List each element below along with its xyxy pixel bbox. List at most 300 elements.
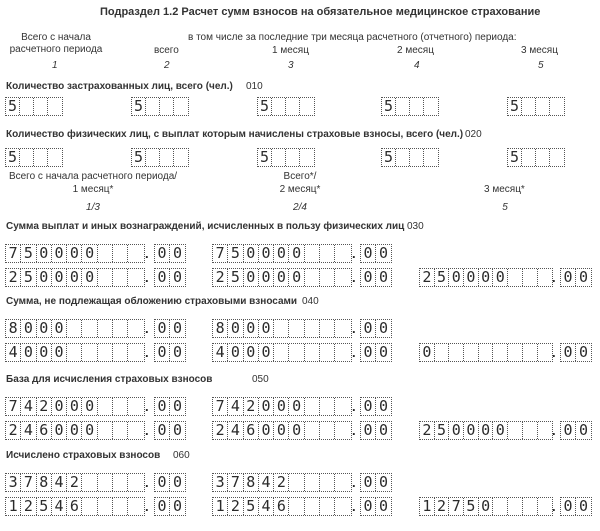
digit-cell [82, 498, 97, 515]
digit-cell: 2 [420, 269, 435, 286]
row-010-col2-field[interactable] [131, 97, 189, 116]
digit-cell: 4 [259, 474, 274, 491]
digit-cell: 0 [244, 344, 259, 361]
digit-cell: 0 [172, 319, 183, 337]
amount-decimal-field[interactable] [360, 319, 392, 338]
decimal-separator: . [145, 499, 149, 514]
digit-cell: 3 [6, 474, 21, 491]
digit-cell: 0 [155, 344, 170, 361]
digit-cell: 0 [67, 269, 82, 286]
row-010-label: Количество застрахованных лиц, всего (чел.) [6, 81, 233, 92]
header-col1-line2: расчетного периода [9, 44, 103, 55]
digit-cell: 0 [361, 269, 376, 286]
digit-cell: 0 [67, 245, 82, 262]
digit-cell [320, 245, 335, 262]
row-010-col5-field[interactable] [507, 97, 565, 116]
digit-cell [113, 320, 128, 337]
digit-cell: 0 [464, 422, 479, 439]
decimal-separator: . [352, 499, 356, 514]
digit-cell [335, 269, 350, 286]
digit-cell: 0 [67, 398, 82, 415]
digit-cell: 0 [155, 245, 170, 262]
digit-cell [82, 320, 97, 337]
digit-cell: 0 [578, 268, 589, 286]
digit-cell: 0 [52, 344, 67, 361]
digit-cell: 0 [82, 269, 97, 286]
digit-cell: 5 [464, 498, 479, 515]
digit-cell: 0 [361, 474, 376, 491]
digit-cell: 0 [289, 398, 304, 415]
digit-cell: 0 [52, 398, 67, 415]
digit-cell: 0 [274, 422, 289, 439]
digit-cell [67, 344, 82, 361]
digit-cell: 0 [361, 398, 376, 415]
header-col2: всего [154, 45, 179, 56]
amount-integer-field[interactable] [212, 268, 352, 287]
digit-cell: 0 [420, 344, 435, 361]
amount-integer-field[interactable] [5, 497, 145, 516]
decimal-separator: . [552, 270, 556, 285]
digit-cell [508, 498, 523, 515]
digit-cell: 0 [378, 421, 389, 439]
digit-cell: 5 [508, 98, 522, 115]
digit-cell [128, 320, 143, 337]
digit-cell [508, 422, 523, 439]
digit-cell: 0 [82, 422, 97, 439]
row-020-label: Количество физических лиц, с выплат которым начислены страховые взносы, всего (чел.) [6, 129, 464, 140]
digit-cell: 0 [244, 245, 259, 262]
digit-cell: 5 [244, 498, 259, 515]
amount-decimal-field[interactable] [360, 268, 392, 287]
digit-cell: 8 [244, 474, 259, 491]
digit-cell: 5 [228, 269, 243, 286]
digit-cell: 7 [21, 474, 36, 491]
amount-integer-field[interactable] [212, 244, 352, 263]
digit-cell [493, 344, 508, 361]
column-number-3: 3 [288, 60, 294, 71]
digit-cell: 2 [244, 398, 259, 415]
amount-decimal-field[interactable] [560, 343, 592, 362]
column-number-4: 4 [414, 60, 420, 71]
digit-cell: 2 [213, 422, 228, 439]
digit-cell: 0 [82, 398, 97, 415]
digit-cell: 0 [155, 474, 170, 491]
digit-cell: 0 [37, 320, 52, 337]
row-020-col3-field[interactable] [257, 148, 315, 167]
amount-decimal-field[interactable] [154, 244, 186, 263]
column-number-5: 5 [538, 60, 544, 71]
header-intro: в том числе за последние три месяца расчетного (отчетного) периода: [188, 32, 517, 43]
decimal-separator: . [352, 399, 356, 414]
digit-cell: 2 [435, 498, 450, 515]
digit-cell: 0 [82, 245, 97, 262]
digit-cell [113, 498, 128, 515]
decimal-separator: . [552, 499, 556, 514]
amount-integer-field[interactable] [5, 473, 145, 492]
digit-cell [98, 320, 113, 337]
digit-cell: 0 [361, 422, 376, 439]
header-col1-line1: Всего с начала [21, 32, 91, 43]
subheader-number-2: 2/4 [293, 202, 307, 213]
digit-cell: 4 [228, 398, 243, 415]
digit-cell: 8 [6, 320, 21, 337]
digit-cell: 4 [21, 398, 36, 415]
digit-cell: 5 [258, 149, 272, 166]
amount-decimal-field[interactable] [360, 473, 392, 492]
digit-cell: 0 [172, 268, 183, 286]
digit-cell [320, 269, 335, 286]
digit-cell: 0 [561, 498, 576, 515]
digit-cell: 0 [464, 269, 479, 286]
digit-cell: 4 [213, 344, 228, 361]
digit-cell [274, 320, 289, 337]
digit-cell: 2 [37, 398, 52, 415]
digit-cell: 2 [228, 498, 243, 515]
amount-decimal-field[interactable] [560, 497, 592, 516]
amount-integer-field[interactable] [212, 421, 352, 440]
page-title: Подраздел 1.2 Расчет сумм взносов на обязательное медицинское страхование [100, 6, 541, 18]
digit-cell: 7 [213, 398, 228, 415]
digit-cell [508, 269, 523, 286]
digit-cell: 0 [244, 269, 259, 286]
row-010-col3-field[interactable] [257, 97, 315, 116]
amount-decimal-field[interactable] [154, 497, 186, 516]
decimal-separator: . [145, 475, 149, 490]
header-month3: 3 месяц [521, 45, 558, 56]
section-2-code: 050 [252, 374, 269, 385]
amount-decimal-field[interactable] [360, 421, 392, 440]
digit-cell: 0 [449, 269, 464, 286]
digit-cell [320, 398, 335, 415]
decimal-separator: . [145, 345, 149, 360]
row-020-col2-field[interactable] [131, 148, 189, 167]
digit-cell: 0 [289, 269, 304, 286]
amount-integer-field[interactable] [212, 473, 352, 492]
digit-cell: 5 [435, 269, 450, 286]
digit-cell [523, 344, 538, 361]
digit-cell: 0 [259, 320, 274, 337]
digit-cell: 0 [274, 398, 289, 415]
digit-cell [98, 422, 113, 439]
subheader-col2-line2: 2 месяц* [279, 184, 321, 195]
subheader-number-3: 5 [502, 202, 508, 213]
amount-decimal-field[interactable] [154, 319, 186, 338]
digit-cell: 0 [172, 397, 183, 415]
digit-cell: 0 [378, 244, 389, 262]
amount-integer-field[interactable] [419, 343, 553, 362]
digit-cell: 4 [52, 474, 67, 491]
decimal-separator: . [352, 246, 356, 261]
column-number-1: 1 [52, 60, 58, 71]
row-020-col1-field[interactable] [5, 148, 63, 167]
digit-cell: 5 [382, 149, 396, 166]
row-020-col4-field[interactable] [381, 148, 439, 167]
digit-cell [320, 422, 335, 439]
digit-cell: 5 [508, 149, 522, 166]
digit-cell: 5 [382, 98, 396, 115]
amount-decimal-field[interactable] [154, 421, 186, 440]
row-020-code: 020 [465, 129, 482, 140]
digit-cell [128, 474, 143, 491]
subheader-col1-line2: 1 месяц* [72, 184, 114, 195]
digit-cell: 0 [578, 343, 589, 361]
digit-cell [128, 344, 143, 361]
digit-cell: 0 [479, 422, 494, 439]
digit-cell: 0 [259, 245, 274, 262]
digit-cell: 0 [361, 245, 376, 262]
digit-cell: 0 [52, 245, 67, 262]
amount-decimal-field[interactable] [154, 397, 186, 416]
digit-cell: 7 [449, 498, 464, 515]
amount-integer-field[interactable] [5, 421, 145, 440]
digit-cell [82, 474, 97, 491]
digit-cell: 8 [37, 474, 52, 491]
column-number-2: 2 [164, 60, 170, 71]
digit-cell: 0 [155, 398, 170, 415]
digit-cell: 0 [172, 343, 183, 361]
digit-cell: 0 [274, 245, 289, 262]
digit-cell: 5 [21, 269, 36, 286]
digit-cell: 0 [244, 320, 259, 337]
decimal-separator: . [145, 399, 149, 414]
amount-integer-field[interactable] [5, 319, 145, 338]
digit-cell [335, 398, 350, 415]
section-2-label: База для исчисления страховых взносов [6, 374, 213, 385]
digit-cell [128, 245, 143, 262]
digit-cell: 7 [228, 474, 243, 491]
digit-cell [305, 474, 320, 491]
row-010-code: 010 [246, 81, 263, 92]
digit-cell: 0 [52, 422, 67, 439]
row-020-col5-field[interactable] [507, 148, 565, 167]
decimal-separator: . [552, 345, 556, 360]
digit-cell: 5 [21, 245, 36, 262]
digit-cell: 0 [578, 421, 589, 439]
digit-cell: 4 [228, 422, 243, 439]
digit-cell [523, 498, 538, 515]
digit-cell: 0 [52, 269, 67, 286]
digit-cell: 0 [172, 421, 183, 439]
digit-cell: 8 [213, 320, 228, 337]
decimal-separator: . [552, 423, 556, 438]
digit-cell: 4 [21, 422, 36, 439]
decimal-separator: . [145, 423, 149, 438]
digit-cell [67, 320, 82, 337]
digit-cell: 2 [274, 474, 289, 491]
digit-cell [305, 498, 320, 515]
digit-cell [274, 344, 289, 361]
row-010-col1-field[interactable] [5, 97, 63, 116]
decimal-separator: . [352, 475, 356, 490]
digit-cell: 0 [155, 498, 170, 515]
digit-cell: 2 [6, 422, 21, 439]
amount-integer-field[interactable] [419, 421, 553, 440]
digit-cell [289, 498, 304, 515]
digit-cell: 0 [361, 344, 376, 361]
amount-decimal-field[interactable] [360, 244, 392, 263]
amount-integer-field[interactable] [419, 497, 553, 516]
digit-cell: 2 [6, 269, 21, 286]
digit-cell [335, 320, 350, 337]
digit-cell: 1 [420, 498, 435, 515]
digit-cell: 0 [172, 244, 183, 262]
digit-cell: 0 [561, 422, 576, 439]
digit-cell: 0 [274, 269, 289, 286]
amount-integer-field[interactable] [5, 268, 145, 287]
digit-cell: 5 [6, 98, 20, 115]
digit-cell: 0 [52, 320, 67, 337]
digit-cell: 0 [21, 344, 36, 361]
digit-cell [128, 269, 143, 286]
header-month1: 1 месяц [272, 45, 309, 56]
digit-cell [98, 245, 113, 262]
digit-cell: 1 [213, 498, 228, 515]
amount-decimal-field[interactable] [360, 397, 392, 416]
amount-integer-field[interactable] [419, 268, 553, 287]
digit-cell: 5 [228, 245, 243, 262]
digit-cell: 0 [378, 343, 389, 361]
amount-decimal-field[interactable] [154, 343, 186, 362]
header-month2: 2 месяц [397, 45, 434, 56]
digit-cell: 6 [244, 422, 259, 439]
digit-cell [523, 422, 538, 439]
digit-cell [113, 422, 128, 439]
digit-cell: 0 [378, 473, 389, 491]
digit-cell [305, 320, 320, 337]
amount-decimal-field[interactable] [154, 473, 186, 492]
digit-cell: 0 [21, 320, 36, 337]
digit-cell [98, 344, 113, 361]
digit-cell: 0 [259, 269, 274, 286]
amount-integer-field[interactable] [5, 244, 145, 263]
digit-cell [493, 498, 508, 515]
digit-cell: 0 [479, 498, 494, 515]
digit-cell [538, 422, 553, 439]
amount-integer-field[interactable] [212, 343, 352, 362]
digit-cell [335, 474, 350, 491]
digit-cell [479, 344, 494, 361]
digit-cell: 0 [378, 397, 389, 415]
section-1-label: Сумма, не подлежащая обложению страховыми взносами [6, 296, 298, 307]
digit-cell: 5 [132, 149, 146, 166]
amount-decimal-field[interactable] [560, 421, 592, 440]
digit-cell: 0 [228, 344, 243, 361]
subheader-col1-line1: Всего с начала расчетного периода/ [8, 171, 178, 182]
digit-cell: 2 [213, 269, 228, 286]
digit-cell [335, 245, 350, 262]
section-0-label: Сумма выплат и иных вознаграждений, исчисленных в пользу физических лиц [6, 221, 405, 232]
section-0-code: 030 [407, 221, 424, 232]
digit-cell [98, 398, 113, 415]
decimal-separator: . [352, 321, 356, 336]
digit-cell: 7 [6, 398, 21, 415]
digit-cell: 0 [259, 422, 274, 439]
digit-cell: 7 [6, 245, 21, 262]
digit-cell: 0 [561, 269, 576, 286]
digit-cell: 5 [258, 98, 272, 115]
digit-cell: 5 [6, 149, 20, 166]
digit-cell [113, 474, 128, 491]
amount-integer-field[interactable] [5, 397, 145, 416]
digit-cell: 0 [289, 245, 304, 262]
digit-cell [113, 245, 128, 262]
amount-decimal-field[interactable] [154, 268, 186, 287]
digit-cell: 7 [213, 245, 228, 262]
digit-cell [538, 269, 553, 286]
decimal-separator: . [352, 270, 356, 285]
digit-cell: 0 [378, 497, 389, 515]
digit-cell [113, 344, 128, 361]
decimal-separator: . [145, 270, 149, 285]
digit-cell: 5 [435, 422, 450, 439]
decimal-separator: . [145, 321, 149, 336]
digit-cell: 0 [155, 422, 170, 439]
digit-cell: 0 [493, 422, 508, 439]
digit-cell: 3 [213, 474, 228, 491]
digit-cell [289, 474, 304, 491]
amount-integer-field[interactable] [212, 319, 352, 338]
digit-cell [435, 344, 450, 361]
digit-cell: 0 [172, 473, 183, 491]
digit-cell [98, 498, 113, 515]
digit-cell [320, 344, 335, 361]
digit-cell [305, 344, 320, 361]
digit-cell: 2 [67, 474, 82, 491]
digit-cell [128, 398, 143, 415]
amount-integer-field[interactable] [5, 343, 145, 362]
digit-cell [335, 344, 350, 361]
amount-decimal-field[interactable] [360, 343, 392, 362]
digit-cell: 1 [6, 498, 21, 515]
digit-cell: 0 [378, 319, 389, 337]
section-3-code: 060 [173, 450, 190, 461]
digit-cell: 2 [21, 498, 36, 515]
digit-cell [305, 398, 320, 415]
digit-cell: 0 [578, 497, 589, 515]
digit-cell [305, 269, 320, 286]
digit-cell [128, 498, 143, 515]
decimal-separator: . [352, 345, 356, 360]
subheader-col3: 3 месяц* [484, 184, 525, 195]
amount-integer-field[interactable] [212, 397, 352, 416]
digit-cell [538, 498, 553, 515]
digit-cell: 4 [52, 498, 67, 515]
digit-cell [320, 320, 335, 337]
digit-cell: 5 [37, 498, 52, 515]
amount-integer-field[interactable] [212, 497, 352, 516]
digit-cell: 5 [132, 98, 146, 115]
digit-cell: 0 [155, 320, 170, 337]
digit-cell: 0 [289, 422, 304, 439]
digit-cell: 0 [259, 344, 274, 361]
digit-cell: 6 [67, 498, 82, 515]
amount-decimal-field[interactable] [560, 268, 592, 287]
subheader-number-1: 1/3 [86, 202, 100, 213]
digit-cell: 0 [449, 422, 464, 439]
row-010-col4-field[interactable] [381, 97, 439, 116]
digit-cell [82, 344, 97, 361]
digit-cell: 0 [479, 269, 494, 286]
amount-decimal-field[interactable] [360, 497, 392, 516]
digit-cell [289, 344, 304, 361]
digit-cell: 0 [361, 498, 376, 515]
digit-cell [98, 269, 113, 286]
digit-cell [464, 344, 479, 361]
digit-cell [523, 269, 538, 286]
section-1-code: 040 [302, 296, 319, 307]
digit-cell: 2 [420, 422, 435, 439]
digit-cell: 0 [361, 320, 376, 337]
